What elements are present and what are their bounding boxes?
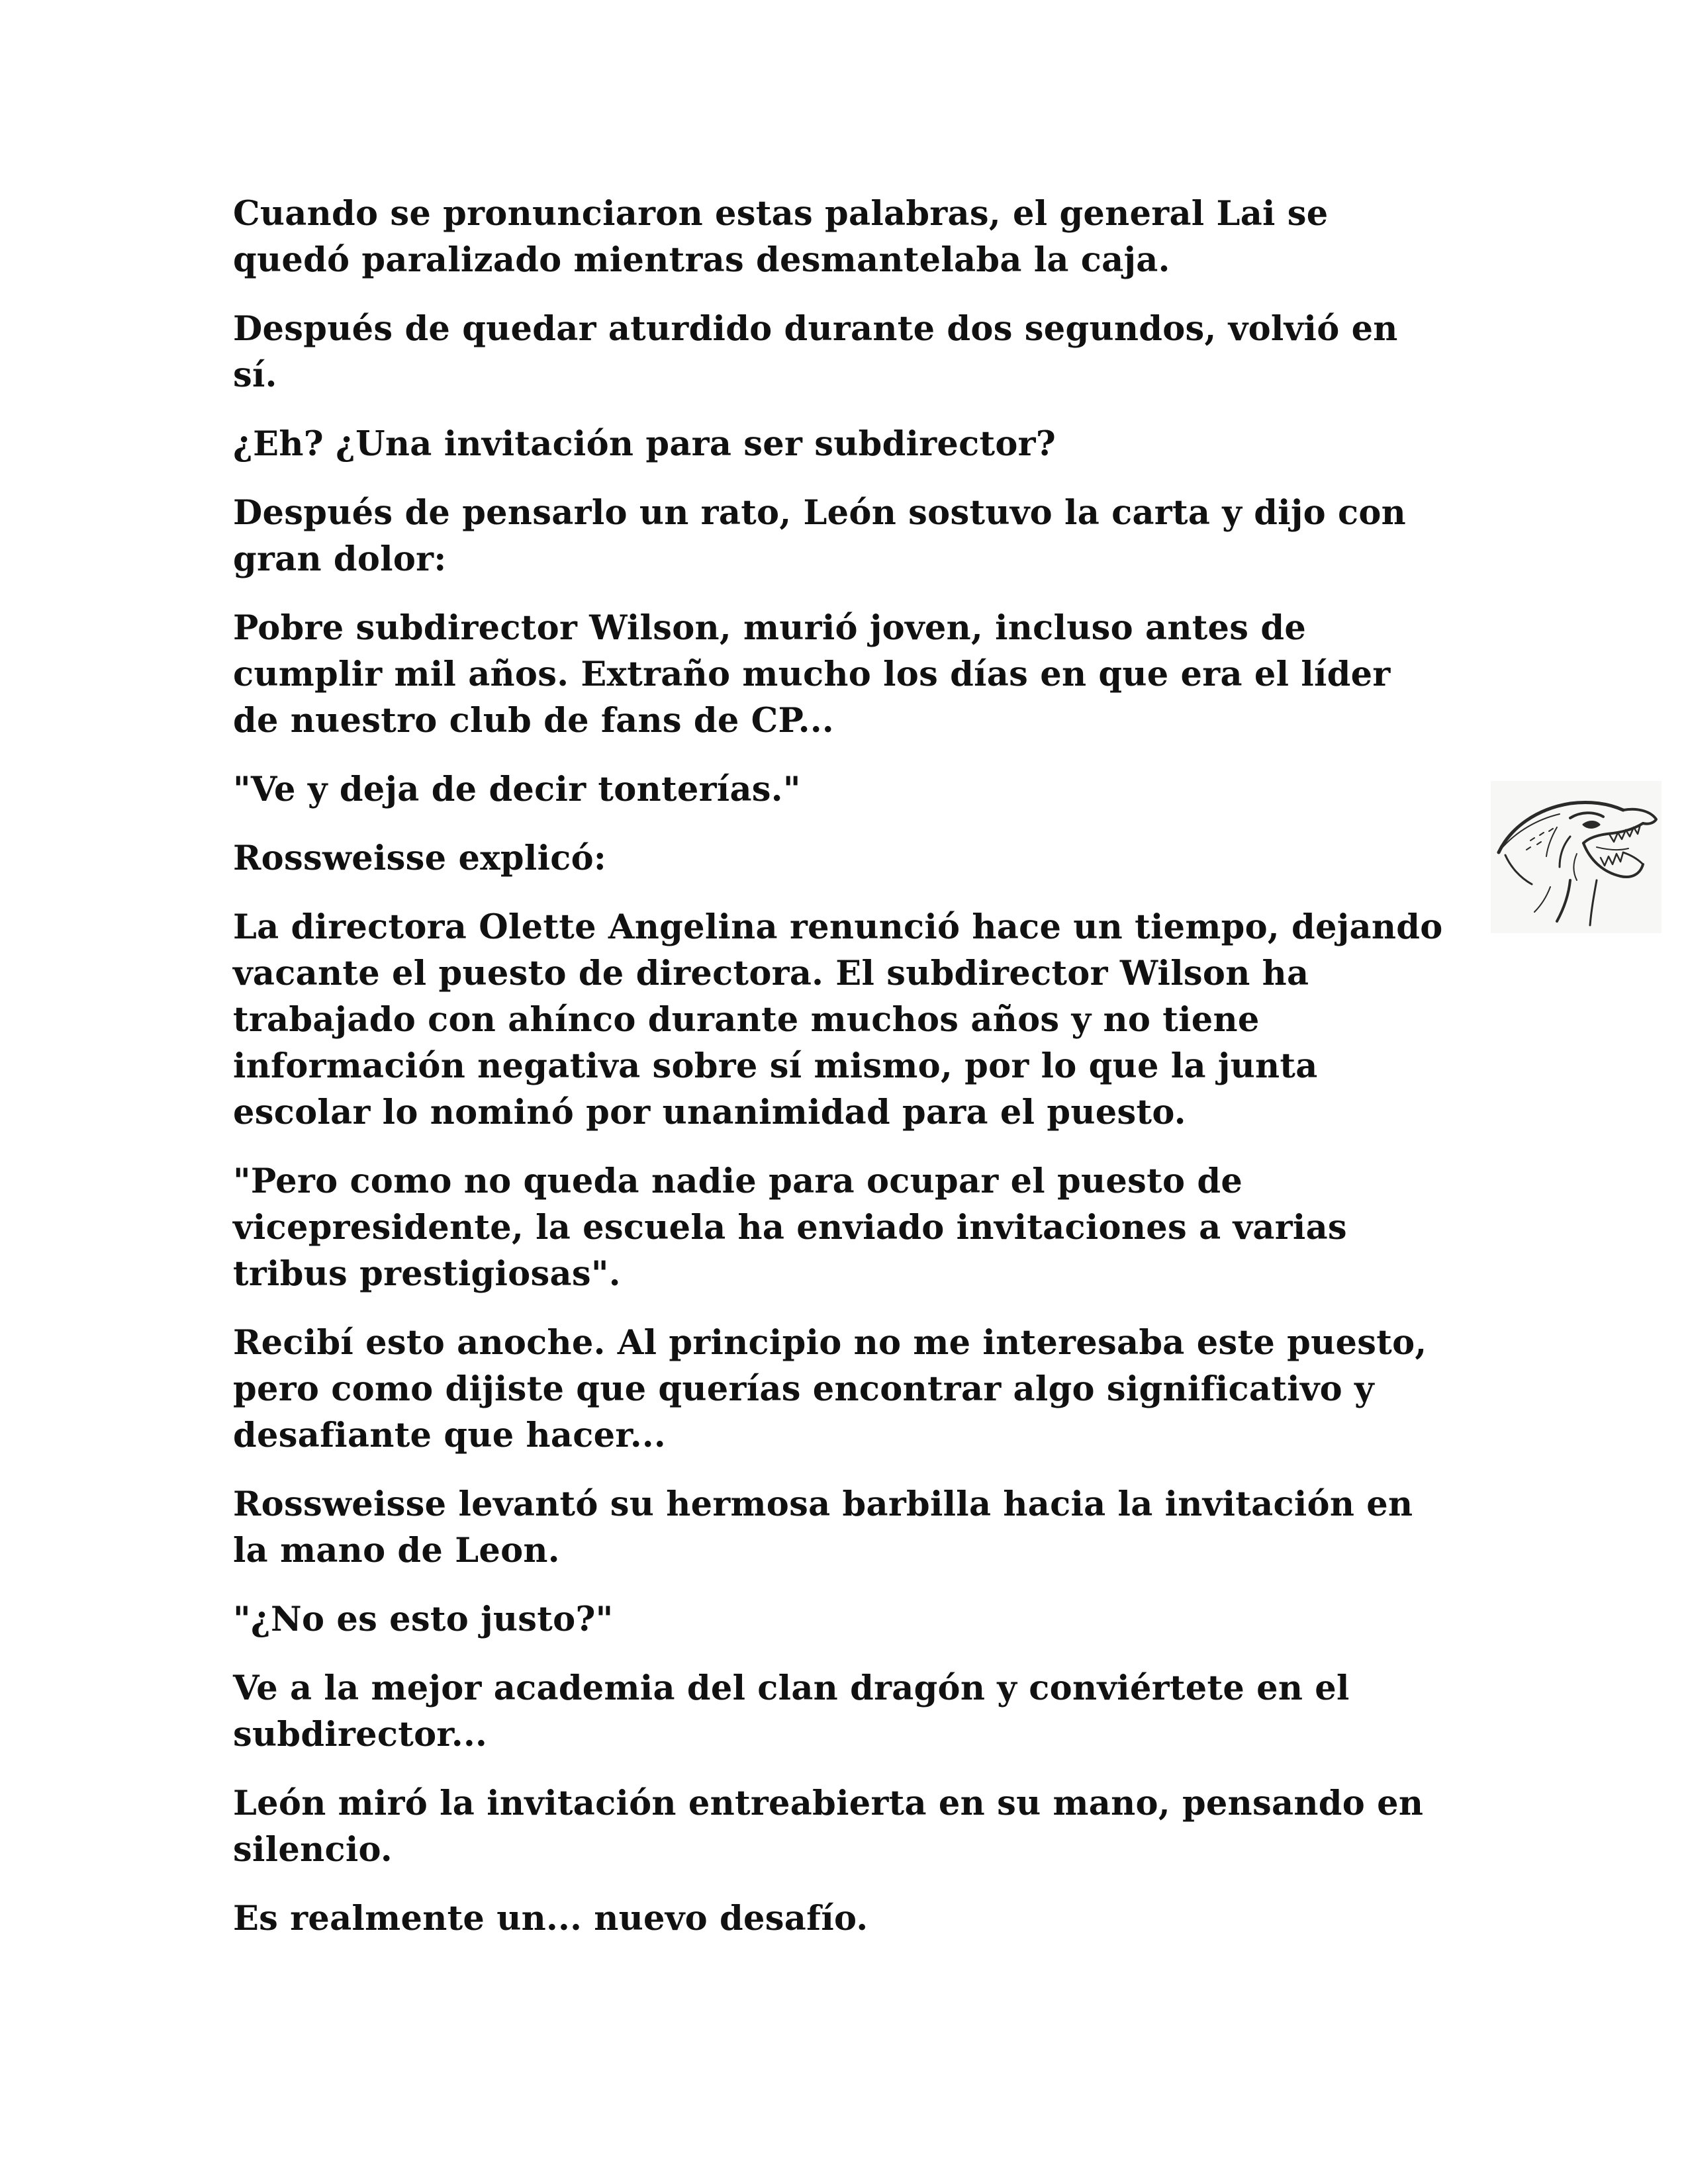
paragraph-6: "Ve y deja de decir tonterías." (233, 770, 801, 809)
paragraph-12: "¿No es esto justo?" (233, 1600, 614, 1639)
paragraph-7: Rossweisse explicó: (233, 839, 607, 878)
paragraph-2: Después de quedar aturdido durante dos segundos, volvió en sí. (233, 309, 1398, 395)
dinosaur-head-sketch-icon (1491, 781, 1662, 933)
paragraph-15: Es realmente un... nuevo desafío. (233, 1899, 868, 1938)
paragraph-14: León miró la invitación entreabierta en su mano, pensando en silencio. (233, 1784, 1424, 1870)
paragraph-8: La directora Olette Angelina renunció hace un tiempo, dejando vacante el puesto de directora. El subdirector Wilson ha trabajado con ahínco durante muchos años y no tiene información negativa sobre sí mismo, por lo que la junta escolar lo nominó por unanimidad para el puesto. (233, 907, 1443, 1132)
paragraph-9: "Pero como no queda nadie para ocupar el puesto de vicepresidente, la escuela ha enviado invitaciones a varias tribus prestigiosas". (233, 1161, 1347, 1294)
paragraph-13: Ve a la mejor academia del clan dragón y conviértete en el subdirector... (233, 1668, 1350, 1754)
paragraph-4: Después de pensarlo un rato, León sostuvo la carta y dijo con gran dolor: (233, 493, 1407, 579)
body-text (233, 191, 1444, 1964)
paragraph-3: ¿Eh? ¿Una invitación para ser subdirector? (233, 424, 1056, 464)
paragraph-5: Pobre subdirector Wilson, murió joven, incluso antes de cumplir mil años. Extraño mucho los días en que era el líder de nuestro club de fans de CP... (233, 608, 1391, 741)
paragraph-11: Rossweisse levantó su hermosa barbilla hacia la invitación en la mano de Leon. (233, 1484, 1413, 1570)
paragraph-1: Cuando se pronunciaron estas palabras, el general Lai se quedó paralizado mientras desmantelaba la caja. (233, 194, 1329, 280)
paragraph-10: Recibí esto anoche. Al principio no me interesaba este puesto, pero como dijiste que querías encontrar algo significativo y desafiante que hacer... (233, 1323, 1427, 1455)
